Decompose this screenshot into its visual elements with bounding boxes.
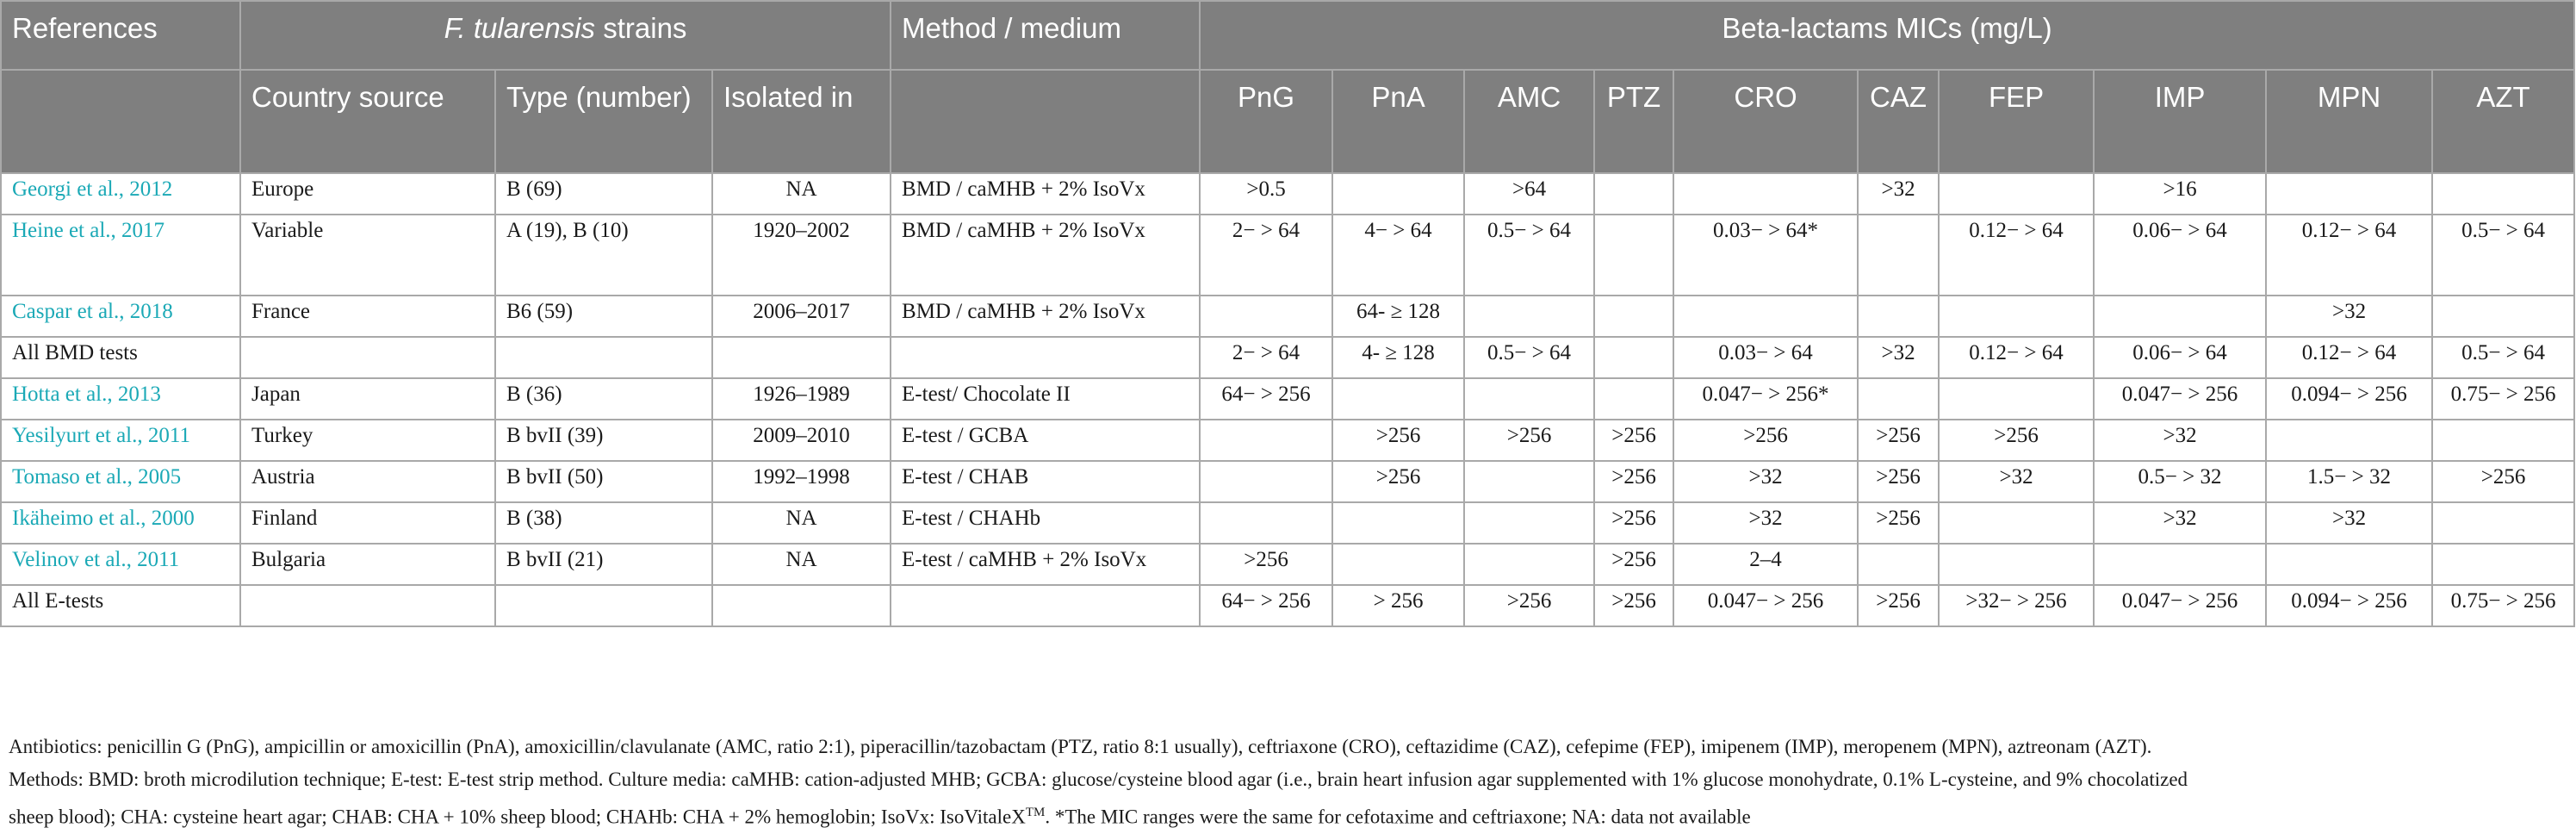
cell-type: B bvII (50) — [495, 461, 712, 502]
cell-mic — [1939, 173, 2094, 215]
cell-mic — [2432, 420, 2574, 461]
cell-mic: >256 — [1594, 461, 1673, 502]
cell-mic: >256 — [1464, 420, 1594, 461]
cell-type: B (38) — [495, 502, 712, 544]
header-strains: F. tularensis strains — [240, 1, 891, 70]
cell-isolated: 1926–1989 — [712, 378, 891, 420]
cell-type: B (69) — [495, 173, 712, 215]
cell-country: Europe — [240, 173, 495, 215]
cell-mic: 0.5− > 64 — [1464, 337, 1594, 378]
cell-mic — [1858, 296, 1939, 337]
cell-mic — [2266, 544, 2432, 585]
cell-mic — [1594, 215, 1673, 296]
header-antibiotic: FEP — [1939, 70, 2094, 173]
cell-mic: >32 — [2266, 502, 2432, 544]
cell-mic — [1858, 215, 1939, 296]
cell-mic: 4− > 64 — [1332, 215, 1464, 296]
cell-country: Turkey — [240, 420, 495, 461]
cell-mic: 0.03− > 64 — [1673, 337, 1858, 378]
cell-mic — [1464, 544, 1594, 585]
table-row — [1, 585, 2574, 626]
table-row — [1, 378, 2574, 420]
cell-mic: >32 — [1858, 173, 1939, 215]
cell-mic — [1200, 420, 1332, 461]
cell-mic — [1332, 378, 1464, 420]
cell-mic — [2094, 296, 2266, 337]
header-row-1 — [1, 1, 2574, 70]
cell-mic — [1673, 296, 1858, 337]
cell-mic — [1332, 502, 1464, 544]
cell-mic: 0.047− > 256 — [2094, 378, 2266, 420]
cell-reference — [1, 502, 240, 544]
reference-link[interactable]: Ikäheimo et al., 2000 — [12, 507, 195, 530]
cell-mic: 0.12− > 64 — [2266, 215, 2432, 296]
cell-mic: >256 — [2432, 461, 2574, 502]
header-antibiotic: CRO — [1673, 70, 1858, 173]
cell-mic: 0.5− > 64 — [2432, 215, 2574, 296]
cell-mic — [2266, 420, 2432, 461]
cell-isolated: 1920–2002 — [712, 215, 891, 296]
header-references: References — [1, 1, 240, 70]
header-antibiotic: PTZ — [1594, 70, 1673, 173]
header-antibiotic: IMP — [2094, 70, 2266, 173]
cell-method: E-test / CHAB — [891, 461, 1200, 502]
cell-mic — [1594, 173, 1673, 215]
cell-type: A (19), B (10) — [495, 215, 712, 296]
cell-mic: 64− > 256 — [1200, 585, 1332, 626]
cell-mic — [1673, 173, 1858, 215]
cell-mic — [1594, 296, 1673, 337]
header-isolated: Isolated in — [712, 70, 891, 173]
header-type: Type (number) — [495, 70, 712, 173]
header-antibiotic: PnG — [1200, 70, 1332, 173]
header-row-2 — [1, 70, 2574, 173]
cell-mic: 0.5− > 64 — [2432, 337, 2574, 378]
cell-mic: >16 — [2094, 173, 2266, 215]
header-antibiotic: CAZ — [1858, 70, 1939, 173]
cell-method: BMD / caMHB + 2% IsoVx — [891, 173, 1200, 215]
footnote-antibiotics: Antibiotics: penicillin G (PnG), ampicillin or amoxicillin (PnA), amoxicillin/clavulanate (AMC, ratio 2:1), piperacillin/tazobactam (PTZ, ratio 8:1 usually), ceftriaxone (CRO), ceftazidime (CAZ), cefepime (FEP), imipenem (IMP), meropenem (MPN), aztreonam (AZT). — [9, 736, 2152, 757]
cell-mic: >32 — [2094, 502, 2266, 544]
header-antibiotic: AMC — [1464, 70, 1594, 173]
cell-reference — [1, 461, 240, 502]
cell-mic: >256 — [1673, 420, 1858, 461]
cell-mic: 64- ≥ 128 — [1332, 296, 1464, 337]
cell-mic: 2− > 64 — [1200, 337, 1332, 378]
cell-mic — [2432, 544, 2574, 585]
cell-mic — [1939, 502, 2094, 544]
cell-mic — [1939, 378, 2094, 420]
cell-mic: >32 — [2266, 296, 2432, 337]
cell-mic: 2–4 — [1673, 544, 1858, 585]
cell-mic: 0.047− > 256 — [2094, 585, 2266, 626]
cell-isolated — [712, 337, 891, 378]
table-row — [1, 502, 2574, 544]
cell-mic — [1594, 337, 1673, 378]
cell-mic: >256 — [1858, 461, 1939, 502]
table-row — [1, 461, 2574, 502]
cell-mic: 0.06− > 64 — [2094, 337, 2266, 378]
footnote-media: sheep blood); CHA: cysteine heart agar; CHAB: CHA + 10% sheep blood; CHAHb: CHA + 2% hemoglobin; IsoVx: IsoVitaleX™. *The MIC ranges were the same for cefotaxime and ceftriaxone; NA: data not available — [9, 806, 1751, 828]
cell-mic — [1464, 461, 1594, 502]
cell-isolated: NA — [712, 173, 891, 215]
cell-reference — [1, 544, 240, 585]
cell-mic: >256 — [1858, 585, 1939, 626]
cell-method — [891, 585, 1200, 626]
cell-mic: >256 — [1858, 502, 1939, 544]
cell-mic: 1.5− > 32 — [2266, 461, 2432, 502]
cell-mic — [1939, 296, 2094, 337]
cell-country: Variable — [240, 215, 495, 296]
cell-mic: >256 — [1332, 461, 1464, 502]
cell-mic: 0.047− > 256* — [1673, 378, 1858, 420]
cell-mic: 0.12− > 64 — [1939, 215, 2094, 296]
cell-mic: >256 — [1939, 420, 2094, 461]
cell-mic — [2266, 173, 2432, 215]
reference-link[interactable]: Caspar et al., 2018 — [12, 300, 173, 323]
cell-mic: >32− > 256 — [1939, 585, 2094, 626]
cell-mic: 0.094− > 256 — [2266, 585, 2432, 626]
cell-type: B (36) — [495, 378, 712, 420]
cell-country: Finland — [240, 502, 495, 544]
cell-mic: 0.5− > 32 — [2094, 461, 2266, 502]
cell-isolated: 2009–2010 — [712, 420, 891, 461]
cell-reference: All E-tests — [1, 585, 240, 626]
cell-mic — [2094, 544, 2266, 585]
cell-mic: 0.03− > 64* — [1673, 215, 1858, 296]
cell-reference — [1, 420, 240, 461]
cell-method: BMD / caMHB + 2% IsoVx — [891, 296, 1200, 337]
cell-country — [240, 337, 495, 378]
cell-mic: 0.5− > 64 — [1464, 215, 1594, 296]
header-mics: Beta-lactams MICs (mg/L) — [1200, 1, 2574, 70]
cell-mic: >256 — [1858, 420, 1939, 461]
cell-mic: >256 — [1594, 544, 1673, 585]
cell-country: Japan — [240, 378, 495, 420]
cell-mic: 0.75− > 256 — [2432, 378, 2574, 420]
header-antibiotic: AZT — [2432, 70, 2574, 173]
table-row — [1, 296, 2574, 337]
cell-type: B bvII (39) — [495, 420, 712, 461]
cell-mic: >256 — [1200, 544, 1332, 585]
cell-mic: >32 — [2094, 420, 2266, 461]
cell-method: BMD / caMHB + 2% IsoVx — [891, 215, 1200, 296]
cell-type: B bvII (21) — [495, 544, 712, 585]
table-row — [1, 173, 2574, 215]
cell-mic — [1332, 173, 1464, 215]
cell-method: E-test / caMHB + 2% IsoVx — [891, 544, 1200, 585]
cell-mic: 64− > 256 — [1200, 378, 1332, 420]
reference-link[interactable]: Hotta et al., 2013 — [12, 383, 161, 406]
cell-mic — [1200, 502, 1332, 544]
header-country: Country source — [240, 70, 495, 173]
cell-method — [891, 337, 1200, 378]
cell-mic: >32 — [1939, 461, 2094, 502]
cell-mic: 0.06− > 64 — [2094, 215, 2266, 296]
cell-mic: >256 — [1332, 420, 1464, 461]
cell-mic: >256 — [1594, 420, 1673, 461]
cell-method: E-test / GCBA — [891, 420, 1200, 461]
reference-link[interactable]: Tomaso et al., 2005 — [12, 465, 182, 489]
cell-isolated: NA — [712, 544, 891, 585]
header-antibiotic: PnA — [1332, 70, 1464, 173]
cell-reference — [1, 215, 240, 296]
header-blank — [891, 70, 1200, 173]
cell-mic — [1200, 296, 1332, 337]
cell-mic: >256 — [1464, 585, 1594, 626]
table-row — [1, 337, 2574, 378]
reference-link[interactable]: Velinov et al., 2011 — [12, 548, 180, 571]
cell-mic: >64 — [1464, 173, 1594, 215]
cell-method: E-test / CHAHb — [891, 502, 1200, 544]
cell-type — [495, 337, 712, 378]
table-row — [1, 544, 2574, 585]
cell-mic: >0.5 — [1200, 173, 1332, 215]
reference-link[interactable]: Heine et al., 2017 — [12, 219, 165, 242]
cell-mic: 4- ≥ 128 — [1332, 337, 1464, 378]
cell-mic — [1939, 544, 2094, 585]
cell-mic — [1332, 544, 1464, 585]
cell-mic: 0.75− > 256 — [2432, 585, 2574, 626]
cell-method: E-test/ Chocolate II — [891, 378, 1200, 420]
cell-isolated — [712, 585, 891, 626]
cell-mic: 0.12− > 64 — [2266, 337, 2432, 378]
cell-mic: >32 — [1673, 502, 1858, 544]
cell-mic: >32 — [1858, 337, 1939, 378]
cell-mic: 0.094− > 256 — [2266, 378, 2432, 420]
cell-mic: >32 — [1673, 461, 1858, 502]
reference-link[interactable]: Georgi et al., 2012 — [12, 177, 173, 201]
cell-type — [495, 585, 712, 626]
cell-mic — [2432, 173, 2574, 215]
cell-reference — [1, 296, 240, 337]
cell-mic — [1858, 378, 1939, 420]
cell-mic — [1464, 296, 1594, 337]
cell-mic — [1594, 378, 1673, 420]
cell-reference: All BMD tests — [1, 337, 240, 378]
cell-mic: 2− > 64 — [1200, 215, 1332, 296]
cell-type: B6 (59) — [495, 296, 712, 337]
cell-mic — [1858, 544, 1939, 585]
table-row — [1, 215, 2574, 296]
cell-mic — [1464, 378, 1594, 420]
cell-country: Bulgaria — [240, 544, 495, 585]
cell-mic: >256 — [1594, 502, 1673, 544]
cell-country: France — [240, 296, 495, 337]
cell-reference — [1, 378, 240, 420]
table-footnotes — [9, 731, 2567, 834]
cell-isolated: NA — [712, 502, 891, 544]
cell-isolated: 2006–2017 — [712, 296, 891, 337]
reference-link[interactable]: Yesilyurt et al., 2011 — [12, 424, 190, 447]
table-row — [1, 420, 2574, 461]
cell-country — [240, 585, 495, 626]
header-blank — [1, 70, 240, 173]
cell-mic — [1200, 461, 1332, 502]
cell-mic — [1464, 502, 1594, 544]
cell-country: Austria — [240, 461, 495, 502]
cell-mic: > 256 — [1332, 585, 1464, 626]
cell-isolated: 1992–1998 — [712, 461, 891, 502]
cell-mic — [2432, 502, 2574, 544]
cell-mic: 0.12− > 64 — [1939, 337, 2094, 378]
header-method: Method / medium — [891, 1, 1200, 70]
header-antibiotic: MPN — [2266, 70, 2432, 173]
cell-mic: 0.047− > 256 — [1673, 585, 1858, 626]
footnote-methods: Methods: BMD: broth microdilution technique; E-test: E-test strip method. Culture media: caMHB: cation-adjusted MHB; GCBA: glucose/cysteine blood agar (i.e., brain heart infusion agar supplemented with 1% glucose monohydrate, 0.1% L-cysteine, and 9% chocolatized — [9, 769, 2188, 790]
cell-reference — [1, 173, 240, 215]
cell-mic — [2432, 296, 2574, 337]
cell-mic: >256 — [1594, 585, 1673, 626]
